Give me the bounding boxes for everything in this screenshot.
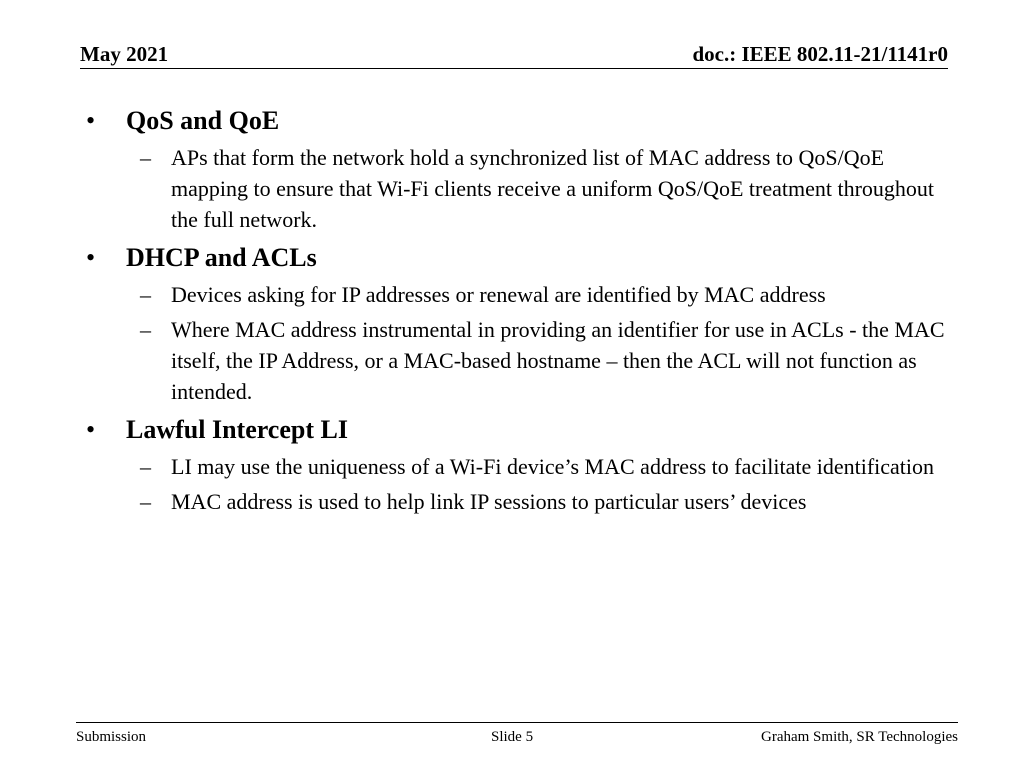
header-date: May 2021 [80,42,169,66]
bullet-marker: • [86,106,96,135]
sub-item [80,451,950,482]
sub-item [80,279,950,310]
bullet-heading: QoS and QoE [126,106,280,135]
dash-marker: – [140,454,151,479]
sub-item [80,314,950,407]
bullet-marker: • [86,243,96,272]
slide-footer [76,722,958,753]
dash-marker: – [140,489,151,514]
dash-marker: – [140,317,151,342]
bullet-qos-qoe [80,102,950,140]
sub-item-text: APs that form the network hold a synchronized list of MAC address to QoS/QoE mapping to ensure that Wi-Fi clients receive a uniform QoS/QoE treatment throughout the full network. [171,145,935,232]
bullet-heading: Lawful Intercept LI [126,415,348,444]
sub-item-text: LI may use the uniqueness of a Wi-Fi device’s MAC address to facilitate identification [171,454,935,479]
slide-header [80,38,948,69]
header-doc-id: doc.: IEEE 802.11-21/1141r0 [692,42,948,66]
sub-item-text: Where MAC address instrumental in providing an identifier for use in ACLs - the MAC itself, the IP Address, or a MAC-based hostname – then the ACL will not function as intended. [171,317,945,404]
dash-marker: – [140,145,151,170]
footer-slide-number: Slide 5 [491,729,534,745]
slide-body [80,98,950,521]
sub-item-text: Devices asking for IP addresses or renewal are identified by MAC address [171,282,826,307]
bullet-heading: DHCP and ACLs [126,243,317,272]
bullet-marker: • [86,415,96,444]
footer-submission: Submission [76,729,147,745]
bullet-dhcp-acls [80,239,950,277]
sub-item [80,486,950,517]
footer-author: Graham Smith, SR Technologies [761,729,958,745]
dash-marker: – [140,282,151,307]
bullet-lawful-intercept [80,411,950,449]
sub-item-text: MAC address is used to help link IP sessions to particular users’ devices [171,489,807,514]
sub-item [80,142,950,235]
